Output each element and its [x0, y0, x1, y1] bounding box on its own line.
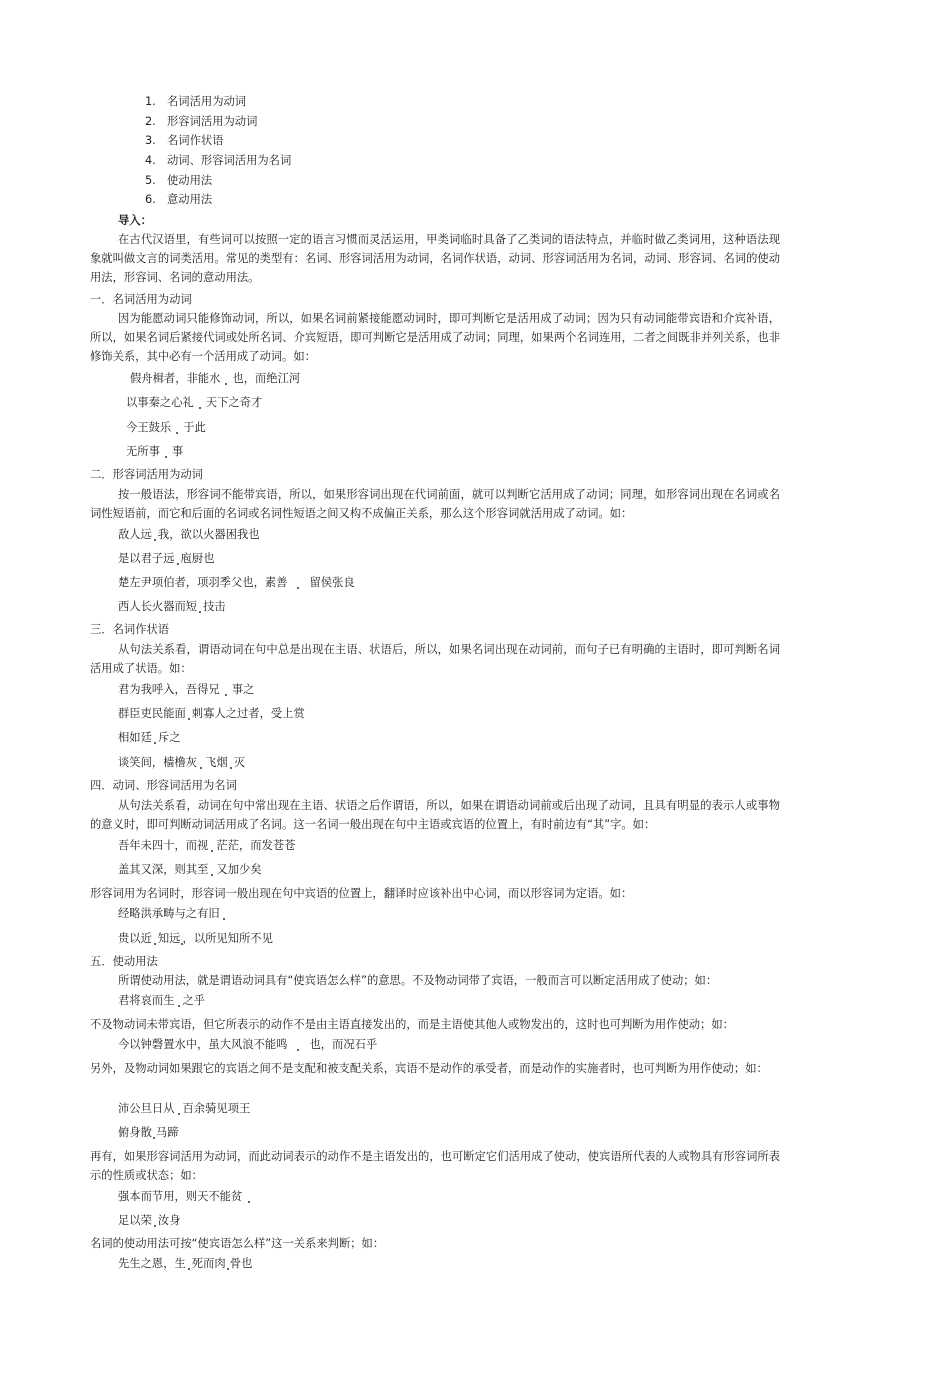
outline-item: 4. 动词、形容词活用为名词: [145, 154, 292, 168]
outline-item: 2. 形容词活用为动词: [145, 114, 258, 128]
section-paragraph: 从句法关系看，动词在句中常出现在主语、状语之后作谓语，所以，如果在谓语动词前或后出现了动词，且具有明显的表示人或事物的意义时，即可判断动词活用成了名词。这一名词一般出现在句中主语或宾语的位置上，有时前边有“其”字。如：: [90, 799, 780, 831]
outline-item: 5. 使动用法: [145, 173, 213, 187]
outline-item: 6. 意动用法: [145, 193, 213, 207]
example-line: 西人长火器而短 技击: [118, 600, 226, 613]
section-paragraph: 另外，及物动词如果跟它的宾语之间不是支配和被支配关系，宾语不是动作的承受者，而是动作的实施者时，也可判断为用作使动；如：: [90, 1062, 768, 1075]
intro-paragraph: 在古代汉语里，有些词可以按照一定的语言习惯而灵活运用，甲类词临时具备了乙类词的语法特点，并临时做乙类词用，这种语法现象就叫做文言的词类活用。常见的类型有：名词、形容词活用为动词，名词作状语，动词、形容词活用为名词，动词、形容词、名词的使动用法，形容词、名词的意动用法。: [90, 233, 780, 284]
example-line: 先生之恩，生 死而肉 骨也: [118, 1257, 253, 1270]
example-line: 吾年未四十，而视 茫茫，而发苍苍: [118, 839, 296, 852]
example-line: 俯身散 马蹄: [118, 1126, 179, 1139]
outline-item: 1. 名词活用为动词: [145, 95, 247, 108]
example-line: 楚左尹项伯者，项羽季父也，素善 留侯张良: [118, 576, 355, 589]
example-line: 假舟楫者，非能水 也，而绝江河: [130, 372, 301, 385]
section-paragraph: 再有，如果形容词活用为动词，而此动词表示的动作不是主语发出的，也可断定它们活用成了使动，使宾语所代表的人或物具有形容词所表示的性质或状态；如：: [90, 1150, 780, 1182]
example-line: 贵以近 知远 ，以所见知所不见: [118, 932, 273, 945]
section-paragraph: 形容词用为名词时，形容词一般出现在句中宾语的位置上，翻译时应该补出中心词，而以形容词为定语。如：: [90, 887, 633, 900]
example-line: 以事秦之心礼 天下之奇才: [126, 396, 263, 409]
section-heading: 一．名词活用为动词: [90, 293, 192, 306]
section-paragraph: 不及物动词未带宾语，但它所表示的动作不是由主语直接发出的，而是主语使其他人或物发出的，这时也可判断为用作使动；如：: [90, 1018, 734, 1031]
section-paragraph: 按一般语法，形容词不能带宾语，所以，如果形容词出现在代词前面，就可以判断它活用成了动词；同理，如形容词出现在名词或名词性短语前，而它和后面的名词或名词性短语之间又构不成偏正关系，那么这个形容词就活用成了动词。如：: [90, 488, 780, 520]
example-line: 君将哀而生 之乎: [118, 994, 206, 1007]
example-line: 盖其又深，则其至 又加少矣: [118, 863, 262, 876]
example-line: 君为我呼入，吾得兄 事之: [118, 683, 255, 696]
example-line: 强本而节用，则天不能贫: [118, 1190, 243, 1203]
outline-item: 3. 名词作状语: [145, 134, 224, 148]
example-line: 敌人远 我，欲以火器困我也: [118, 528, 260, 541]
example-line: 群臣吏民能面 刺寡人之过者，受上赏: [118, 707, 305, 720]
section-paragraph: 名词的使动用法可按“使宾语怎么样”这一关系来判断；如：: [90, 1237, 385, 1250]
example-line: 沛公旦日从 百余骑见项王: [118, 1102, 251, 1115]
example-line: 今以钟磬置水中，虽大风浪不能鸣 也，而况石乎: [118, 1038, 378, 1051]
example-line: 今王鼓乐 于此: [126, 421, 206, 434]
example-line: 经略洪承畴与之有旧: [118, 907, 220, 920]
section-heading: 二．形容词活用为动词: [90, 468, 203, 481]
intro-label: 导入：: [118, 214, 152, 227]
section-heading: 五．使动用法: [90, 955, 158, 968]
outline-list: [145, 92, 291, 210]
section-paragraph: 从句法关系看，谓语动词在句中总是出现在主语、状语后，所以，如果名词出现在动词前，而句子已有明确的主语时，即可判断名词活用成了状语。如：: [90, 643, 780, 675]
example-line: 谈笑间，樯橹灰 飞烟 灭: [118, 756, 246, 769]
example-line: 足以荣 汝身: [118, 1214, 181, 1227]
example-line: 无所事 事: [126, 445, 184, 458]
example-line: 相如廷 斥之: [118, 731, 181, 744]
section-heading: 三．名词作状语: [90, 623, 170, 636]
section-heading: 四．动词、形容词活用为名词: [90, 779, 237, 792]
example-line: 是以君子远 庖厨也: [118, 552, 215, 565]
section-paragraph: 因为能愿动词只能修饰动词，所以，如果名词前紧接能愿动词时，即可判断它是活用成了动词；因为只有动词能带宾语和介宾补语，所以，如果名词后紧接代词或处所名词、介宾短语，即可判断它是活用成了动词；同理，如果两个名词连用，二者之间既非并列关系，也非修饰关系，其中必有一个活用成了动词。如：: [90, 312, 780, 363]
section-paragraph: 所谓使动用法，就是谓语动词具有“使宾语怎么样”的意思。不及物动词带了宾语，一般而言可以断定活用成了使动；如：: [118, 974, 718, 987]
